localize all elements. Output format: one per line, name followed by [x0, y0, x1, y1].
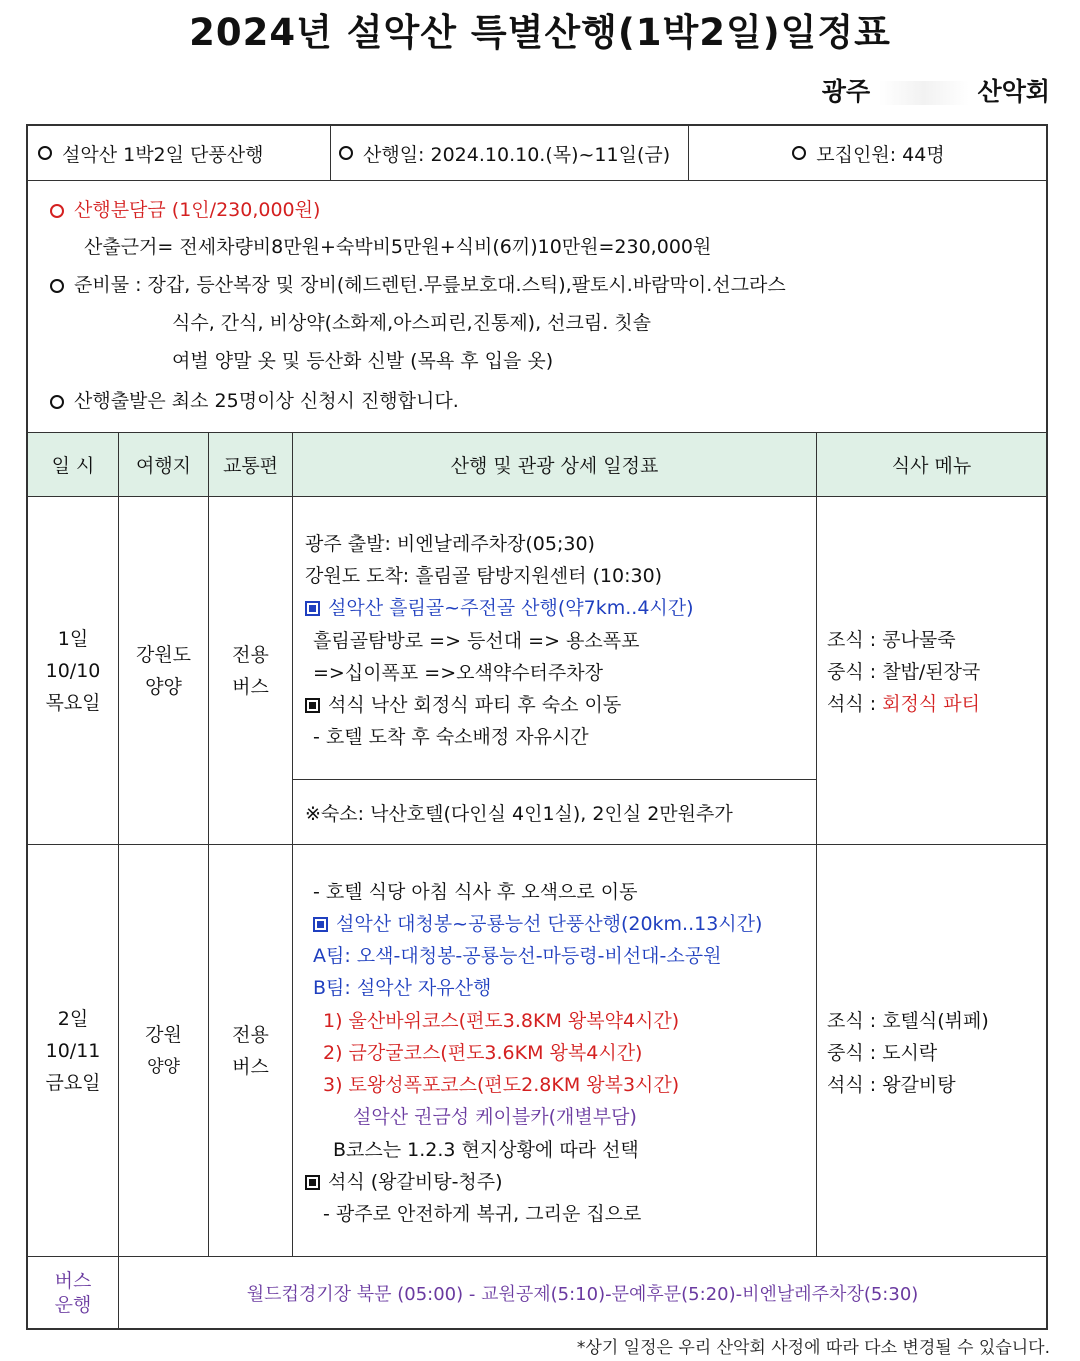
day2-line-3: A팀: 오색-대청봉-공룡능선-마등령-비선대-소공원 [313, 945, 722, 967]
breakfast-label: 조식 : [827, 1010, 877, 1032]
day1-schedule [292, 496, 816, 779]
lunch-label: 중식 : [827, 1042, 877, 1064]
day1-transport-1: 전용 [232, 643, 269, 666]
day2-place-2: 양양 [147, 1056, 180, 1077]
circle-icon [339, 146, 353, 160]
square-bullet-icon [305, 601, 320, 616]
circle-icon [38, 146, 52, 160]
day1-dinner [827, 689, 980, 716]
header-transport: 교통편 [208, 432, 292, 496]
day2-line-2-text: 설악산 대청봉~공룡능선 단풍산행(20km..13시간) [336, 913, 763, 935]
day2-line-11: - 광주로 안전하게 복귀, 그리운 집으로 [323, 1203, 642, 1225]
square-bullet-icon [305, 698, 320, 713]
lunch-value: 찰밥/된장국 [882, 661, 981, 683]
day2-line-4: B팀: 설악산 자유산행 [313, 977, 492, 999]
day1-line-5: =>십이폭포 =>오색약수터주차장 [313, 662, 603, 684]
day1-transport-2: 버스 [232, 675, 269, 698]
day2-place-1: 강원 [145, 1023, 182, 1046]
fee-basis: 산출근거= 전세차량비8만원+숙박비5만원+식비(6끼)10만원=230,000원 [84, 236, 712, 258]
square-bullet-icon [305, 1175, 320, 1190]
organizer [822, 72, 1050, 108]
summary-trip-cell [28, 126, 330, 180]
bus-route: 월드컵경기장 북문 (05:00) - 교원공제(5:10)-문예후문(5:20)-비엔날레주차장(5:30) [118, 1256, 1046, 1328]
day2-lunch [827, 1038, 937, 1065]
day1-line-7: - 호텔 도착 후 숙소배정 자유시간 [313, 726, 589, 748]
day2-meals [816, 844, 1046, 1256]
breakfast-value: 콩나물죽 [882, 629, 956, 651]
day2-line-10-text: 석식 (왕갈비탕-청주) [328, 1171, 503, 1193]
day1-place [118, 496, 208, 844]
day2-line-7: 3) 토왕성폭포코스(편도2.8KM 왕복3시간) [323, 1074, 680, 1096]
dinner-label: 석식 : [827, 693, 877, 715]
day2-transport-1: 전용 [232, 1023, 269, 1046]
day2-line-8: 설악산 권금성 케이블카(개별부담) [353, 1106, 637, 1128]
summary-capacity-cell [688, 126, 1048, 180]
day2-line-1: - 호텔 식당 아침 식사 후 오색으로 이동 [313, 881, 638, 903]
day2-line-6: 2) 금강굴코스(편도3.6KM 왕복4시간) [323, 1042, 643, 1064]
schedule-sheet [26, 124, 1048, 1330]
day2-transport [208, 844, 292, 1256]
fee-text: 산행분담금 (1인/230,000원) [74, 199, 321, 221]
day2-breakfast [827, 1006, 989, 1033]
breakfast-label: 조식 : [827, 629, 877, 651]
day2-mmdd: 10/11 [45, 1039, 101, 1062]
day2-dinner [827, 1070, 956, 1097]
square-bullet-icon [313, 917, 328, 932]
day1-mmdd: 10/10 [45, 659, 101, 682]
summary-trip: 설악산 1박2일 단풍산행 [62, 143, 264, 166]
dinner-value: 회정식 파티 [882, 693, 981, 715]
day2-weekday: 금요일 [45, 1071, 101, 1094]
circle-icon [50, 204, 64, 218]
circle-icon [50, 279, 64, 293]
prep-text-1: 준비물 : 장갑, 등산복장 및 장비(헤드렌턴.무릎보호대.스틱),팔토시.바람막이.선그라스 [74, 274, 786, 296]
prep-line-1 [50, 273, 786, 297]
day1-line-1: 광주 출발: 비엔날레주차장(05;30) [305, 533, 595, 555]
circle-icon [792, 146, 806, 160]
day1-transport [208, 496, 292, 844]
organizer-suffix: 산악회 [977, 77, 1050, 106]
breakfast-value: 호텔식(뷔페) [882, 1010, 989, 1032]
summary-date-cell [330, 126, 688, 180]
footnote: *상기 일정은 우리 산악회 사정에 따라 다소 변경될 수 있습니다. [576, 1338, 1050, 1358]
day2-day: 2일 [57, 1007, 89, 1030]
day2-line-9: B코스는 1.2.3 현지상황에 따라 선택 [333, 1139, 639, 1161]
day1-meals [816, 496, 1046, 844]
fee-line [50, 198, 320, 222]
redacted-name [879, 81, 969, 105]
day1-line-6 [305, 690, 621, 717]
bus-label-1: 버스 [54, 1269, 92, 1292]
day2-line-2 [313, 909, 762, 936]
minimum-text: 산행출발은 최소 25명이상 신청시 진행합니다. [74, 390, 459, 412]
day1-weekday: 목요일 [45, 691, 101, 714]
day1-place-2: 양양 [145, 675, 182, 698]
day1-breakfast [827, 625, 956, 652]
summary-capacity: 모집인원: 44명 [816, 143, 945, 166]
day2-line-5: 1) 울산바위코스(편도3.8KM 왕복약4시간) [323, 1010, 680, 1032]
day2-schedule [292, 844, 816, 1256]
day1-lodging: ※숙소: 낙산호텔(다인실 4인1실), 2인실 2만원추가 [292, 779, 816, 844]
header-schedule: 산행 및 관광 상세 일정표 [292, 432, 816, 496]
day2-line-10 [305, 1167, 503, 1194]
day1-line-4: 흘림골탐방로 => 등선대 => 용소폭포 [313, 630, 640, 652]
day2-transport-2: 버스 [232, 1055, 269, 1078]
prep-line-3: 여벌 양말 옷 및 등산화 신발 (목욕 후 입을 옷) [172, 350, 554, 372]
day1-day: 1일 [57, 627, 89, 650]
day1-date [28, 496, 118, 844]
summary-date: 산행일: 2024.10.10.(목)~11일(금) [363, 143, 671, 166]
day1-line-6-text: 석식 낙산 회정식 파티 후 숙소 이동 [328, 694, 622, 716]
day1-line-3-text: 설악산 흘림골~주전골 산행(약7km..4시간) [328, 597, 694, 619]
prep-line-2: 식수, 간식, 비상약(소화제,아스피린,진통제), 선크림. 칫솔 [172, 312, 652, 334]
organizer-prefix: 광주 [821, 77, 871, 106]
day2-date [28, 844, 118, 1256]
day1-place-1: 강원도 [135, 643, 192, 666]
day1-lunch [827, 657, 980, 684]
lunch-value: 도시락 [882, 1042, 938, 1064]
bus-label-2: 운행 [54, 1293, 92, 1316]
header-date: 일 시 [28, 432, 118, 496]
header-meals: 식사 메뉴 [816, 432, 1046, 496]
bus-label [28, 1256, 118, 1328]
page-title: 2024년 설악산 특별산행(1박2일)일정표 [189, 11, 891, 54]
circle-icon [50, 395, 64, 409]
dinner-label: 석식 : [827, 1074, 877, 1096]
day1-line-3 [305, 593, 694, 620]
info-block [28, 180, 1046, 432]
dinner-value: 왕갈비탕 [882, 1074, 956, 1096]
header-place: 여행지 [118, 432, 208, 496]
day2-place [118, 844, 208, 1256]
minimum-line [50, 389, 459, 413]
lunch-label: 중식 : [827, 661, 877, 683]
day1-line-2: 강원도 도착: 흘림골 탐방지원센터 (10:30) [305, 565, 663, 587]
